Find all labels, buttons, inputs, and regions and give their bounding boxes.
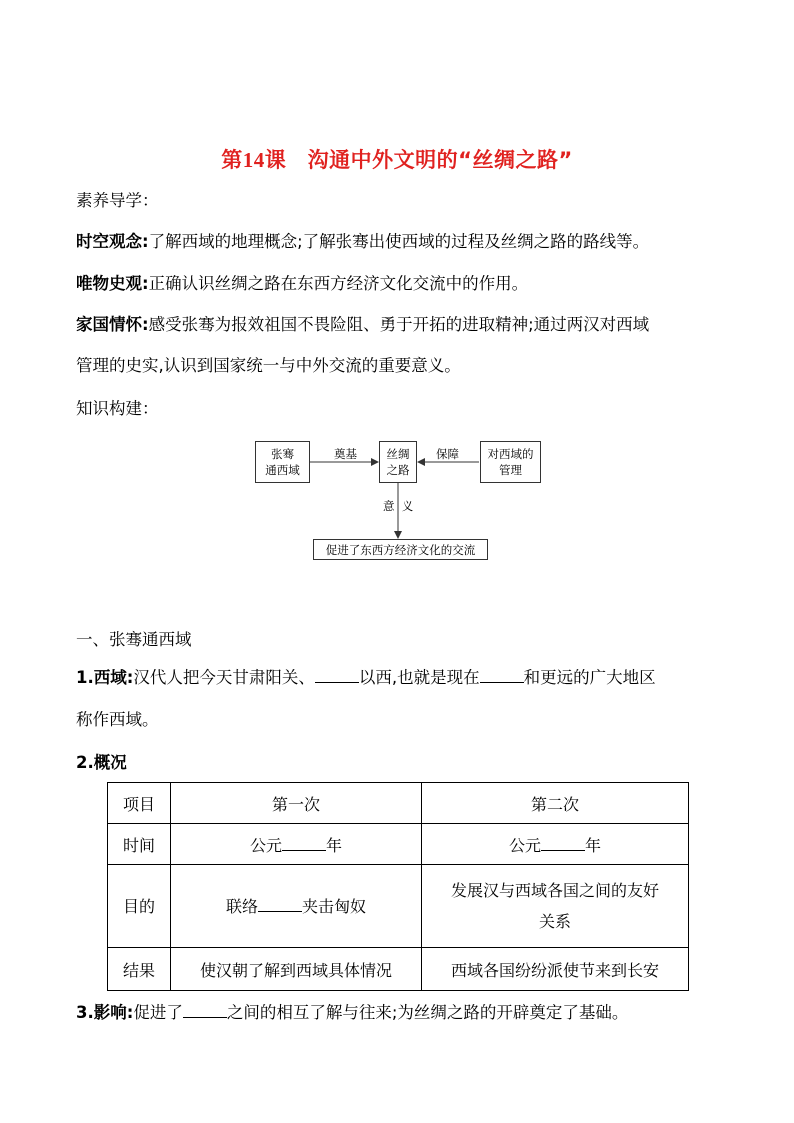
row-result-second: 西域各国纷纷派使节来到长安 (422, 948, 689, 991)
box-zhangqian-line1: 张骞 (271, 447, 294, 461)
item3-blank[interactable] (183, 1001, 227, 1018)
box-silkroad-line1: 丝绸 (386, 447, 410, 461)
purpose-first-pre: 联络 (225, 896, 258, 916)
title-rest: 课 沟通中外文明的“丝绸之路” (264, 148, 573, 172)
time-second-pre: 公元 (508, 835, 541, 855)
item2-label: 概况 (93, 753, 127, 772)
table-header-item: 项目 (108, 783, 171, 824)
row-purpose-second (422, 865, 689, 948)
time-second-post: 年 (585, 835, 602, 855)
item1-label: 西域: (93, 668, 134, 687)
box-management-line1: 对西域的 (487, 447, 534, 461)
literacy-materialism-label: 唯物史观: (76, 274, 149, 293)
time-first-blank[interactable] (282, 834, 326, 851)
item3-influence (76, 1001, 628, 1025)
title-prefix: 第 (221, 148, 243, 172)
row-result-label: 结果 (108, 948, 171, 991)
item2-num: 2. (76, 753, 94, 772)
table-header-first: 第一次 (171, 783, 422, 824)
time-first-post: 年 (326, 835, 343, 855)
knowledge-label: 知识构建： (76, 399, 159, 418)
item1-text1: 汉代人把今天甘肃阳关、 (133, 668, 315, 687)
table-row (108, 865, 689, 948)
label-guarantee: 保障 (436, 447, 459, 461)
item3-text1: 促进了 (133, 1003, 183, 1022)
item1-blank2[interactable] (480, 666, 524, 683)
item1-text2: 以西,也就是现在 (358, 668, 480, 687)
time-first-pre: 公元 (249, 835, 282, 855)
literacy-materialism-text: 正确认识丝绸之路在东西方经济文化交流中的作用。 (148, 274, 529, 293)
diagram-box-management (480, 441, 541, 483)
item1-blank1[interactable] (315, 666, 359, 683)
purpose-second-line1: 发展汉与西域各国之间的友好 (450, 881, 659, 900)
row-time-second (422, 824, 689, 865)
row-result-first: 使汉朝了解到西域具体情况 (171, 948, 422, 991)
label-foundation: 奠基 (334, 447, 357, 461)
label-significance: 意 义 (383, 499, 414, 513)
purpose-first-post: 夹击匈奴 (302, 896, 367, 916)
item2-overview (76, 751, 127, 775)
section1-heading: 一、张骞通西域 (76, 630, 192, 649)
time-second-blank[interactable] (541, 834, 585, 851)
purpose-first-blank[interactable] (258, 895, 302, 912)
diagram-box-zhangqian (255, 441, 310, 483)
row-time-label: 时间 (108, 824, 171, 865)
table-row (108, 783, 689, 824)
literacy-patriotism-text: 感受张骞为报效祖国不畏险阻、勇于开拓的进取精神;通过两汉对西域 (148, 315, 650, 334)
table-row (108, 948, 689, 991)
diagram-box-exchange: 促进了东西方经济文化的交流 (313, 539, 488, 560)
item1-num: 1. (76, 668, 94, 687)
row-purpose-label: 目的 (108, 865, 171, 948)
row-time-first (171, 824, 422, 865)
diagram-box-silkroad (379, 441, 417, 483)
item1-text3: 和更远的广大地区 (523, 668, 656, 687)
item1-cont: 称作西域。 (76, 710, 159, 729)
literacy-patriotism-cont: 管理的史实,认识到国家统一与中外交流的重要意义。 (76, 356, 461, 375)
item1-western-regions (76, 666, 656, 690)
item3-label: 影响: (93, 1003, 134, 1022)
row-purpose-first (171, 865, 422, 948)
table-header-second: 第二次 (422, 783, 689, 824)
box-zhangqian-line2: 通西域 (265, 463, 300, 477)
literacy-spacetime-label: 时空观念: (76, 232, 149, 251)
item3-text2: 之间的相互了解与往来;为丝绸之路的开辟奠定了基础。 (226, 1003, 629, 1022)
title-number: 14 (242, 148, 265, 172)
literacy-spacetime-text: 了解西域的地理概念;了解张骞出使西域的过程及丝绸之路的路线等。 (148, 232, 650, 251)
item3-num: 3. (76, 1003, 94, 1022)
intro-label: 素养导学： (76, 191, 159, 210)
overview-table (107, 782, 689, 991)
purpose-second-line2: 关系 (538, 912, 571, 931)
table-row (108, 824, 689, 865)
literacy-patriotism-label: 家国情怀: (76, 315, 149, 334)
box-management-line2: 管理 (499, 463, 522, 477)
box-silkroad-line2: 之路 (386, 463, 410, 477)
